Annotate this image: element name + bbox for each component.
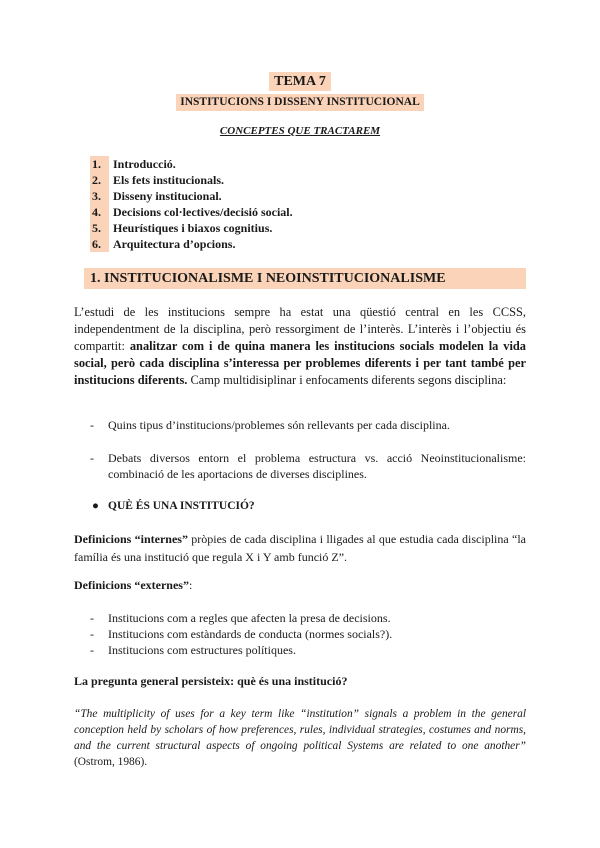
toc-item: [90, 236, 390, 252]
subtitle-wrap: [0, 92, 600, 111]
list-item: [90, 626, 526, 642]
toc-label: Disseny institucional.: [113, 189, 222, 203]
general-question: La pregunta general persisteix: què és una institució?: [74, 674, 348, 688]
list-item: [90, 610, 526, 626]
dash-marker: -: [90, 451, 94, 465]
list-item-text: Institucions com a regles que afecten la presa de decisions.: [108, 611, 391, 625]
toc-number: 5.: [90, 220, 109, 236]
bullet-icon: ●: [92, 500, 99, 512]
tema-title: TEMA 7: [269, 72, 331, 91]
quote-text: “The multiplicity of uses for a key term like “institution” signals a problem in the general conception held by scholars of how preferences, rules, individual strategies, costumes and norms, and the current structural aspects of ongoing political Systems are related to one another”: [74, 708, 526, 752]
dash-marker: -: [90, 627, 94, 641]
toc-number: 3.: [90, 188, 109, 204]
ostrom-quote: [74, 706, 526, 770]
toc-item: [90, 156, 390, 172]
list-item: [90, 642, 526, 658]
toc-item: [90, 172, 390, 188]
list-item: [90, 417, 526, 433]
intro-text: L’estudi de les institucions sempre ha estat una qüestió central en les CCSS, independentment de la disciplina, però ressorgiment de l’interès. L’interès i l’objectiu és compartit:: [74, 305, 526, 353]
conceptes-heading: CONCEPTES QUE TRACTAREM: [219, 125, 381, 137]
toc-label: Decisions col·lectives/decisió social.: [113, 205, 293, 219]
external-definitions: [74, 577, 526, 594]
toc-number: 1.: [90, 156, 109, 172]
toc-number: 4.: [90, 204, 109, 220]
toc-item: [90, 188, 390, 204]
dash-marker: -: [90, 643, 94, 657]
dash-marker: -: [90, 418, 94, 432]
toc-item: [90, 220, 390, 236]
internal-definitions-label: Definicions “internes”: [74, 532, 188, 546]
list-item-text: Institucions com estàndards de conducta (normes socials?).: [108, 627, 393, 641]
list-item: [90, 450, 526, 482]
intro-bold-text: analitzar com i de quina manera les institucions socials modelen la vida social, però cada disciplina s’interessa per problemes diferents i per tant també per institucions diferents.: [74, 339, 526, 387]
tema-wrap: [0, 72, 600, 91]
list-item-text: Debats diversos entorn el problema estructura vs. acció Neoinstitucionalisme: combinació de les aportacions de diverses disciplines.: [108, 451, 526, 481]
bullet-text: QUÈ ÉS UNA INSTITUCIÓ?: [108, 500, 255, 512]
external-definitions-label: Definicions “externes”: [74, 578, 189, 592]
list-item-text: Quins tipus d’institucions/problemes són rellevants per cada disciplina.: [108, 418, 450, 432]
intro-paragraph: [74, 304, 526, 389]
toc-label: Heurístiques i biaxos cognitius.: [113, 221, 273, 235]
external-definitions-colon: :: [188, 578, 193, 592]
toc-label: Els fets institucionals.: [113, 173, 225, 187]
toc-number: 2.: [90, 172, 109, 188]
tema-subtitle: INSTITUCIONS I DISSENY INSTITUCIONAL: [176, 94, 424, 111]
section-heading: 1. INSTITUCIONALISME I NEOINSTITUCIONALISME: [84, 268, 526, 289]
toc-label: Arquitectura d’opcions.: [113, 237, 236, 251]
intro-text-end: Camp multidisiplinar i enfocaments diferents segons disciplina:: [187, 373, 507, 387]
dash-marker: -: [90, 611, 94, 625]
bullet-question: [92, 498, 255, 514]
quote-reference: (Ostrom, 1986).: [74, 756, 148, 768]
toc-number: 6.: [90, 236, 109, 252]
toc-label: Introducció.: [113, 157, 176, 171]
toc-item: [90, 204, 390, 220]
internal-definitions: [74, 530, 526, 566]
table-of-contents: [90, 156, 390, 252]
list-item-text: Institucions com estructures polítiques.: [108, 643, 296, 657]
internal-definitions-text: pròpies de cada disciplina i lligades al que estudia cada disciplina “la família és una institució que regula X i Y amb funció Z”.: [74, 532, 526, 564]
